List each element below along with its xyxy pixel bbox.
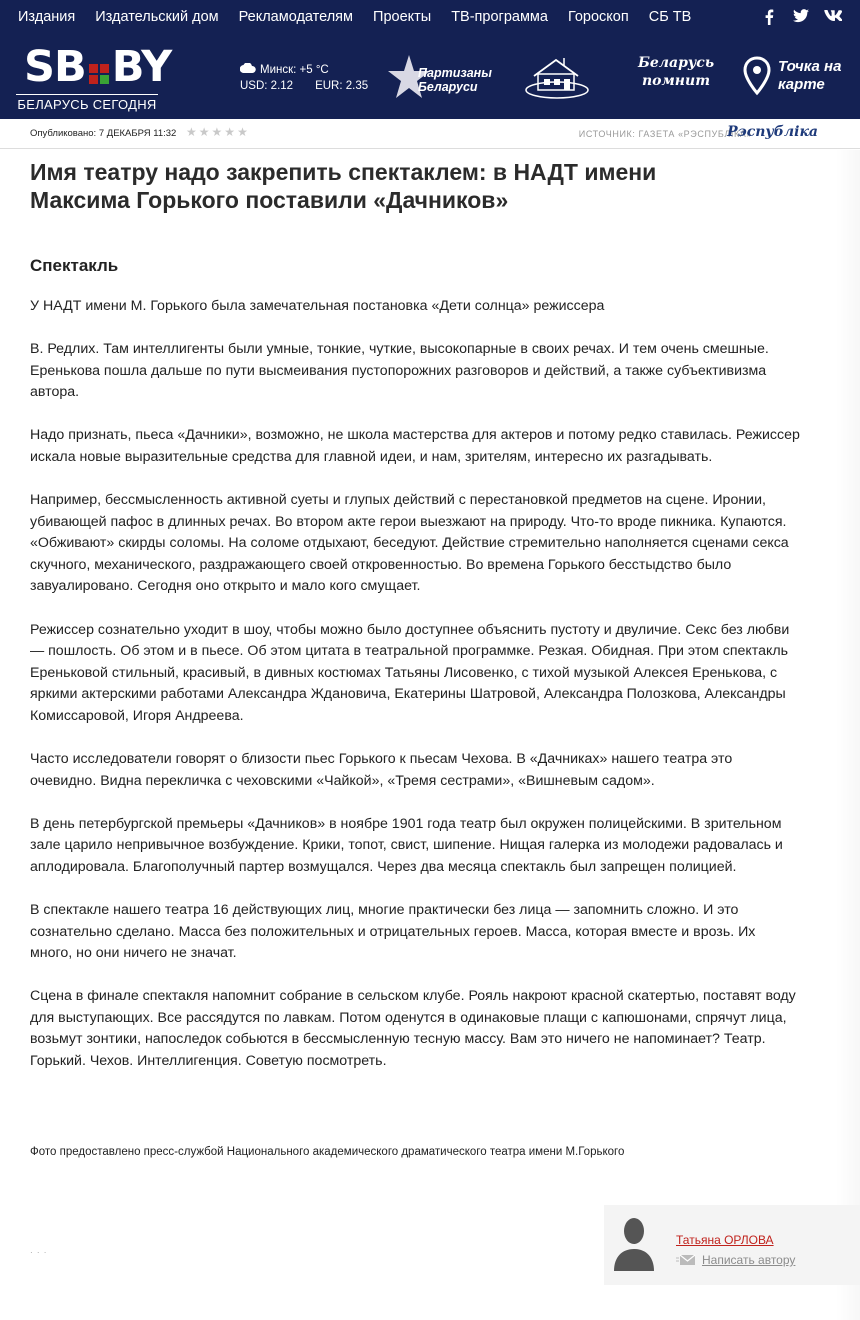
author-card <box>604 1205 860 1285</box>
promo-pomnit-line2: помнит <box>641 73 711 89</box>
article-meta-bar <box>0 119 860 149</box>
nav-item-publishing-house[interactable]: Издательский дом <box>95 9 219 25</box>
currency-usd: USD: 2.12 <box>240 80 294 92</box>
rating-stars[interactable] <box>186 125 248 139</box>
nav-item-sb-tv[interactable]: СБ ТВ <box>648 9 692 25</box>
photo-credit: Фото предоставлено пресс-службой Национального академического драматического театра имени М.Горького <box>30 1146 625 1158</box>
side-gutter <box>836 150 860 1320</box>
star-icon[interactable]: ★ <box>237 125 248 139</box>
mail-icon <box>676 1254 696 1266</box>
promo-tochka-na-karte[interactable] <box>742 56 842 102</box>
promo-pomnit-line1: Беларусь <box>637 55 715 71</box>
article-paragraph: Сцена в финале спектакля напомнит собрание в сельском клубе. Рояль накроют красной скатертью, поставят воду для выступающих. Все рассядутся по лавкам. Потом оденутся в одинаковые плащи с капюшонами, спрячут лица, возьмут зонтики, напоследок собьются в бессмысленную тесную массу. Вам это ничего не напоминает? Театр. Горький. Чехов. Интеллигенция. Советую посмотреть. <box>30 988 796 1070</box>
article-source: ИСТОЧНИК: ГАЗЕТА «РЭСПУБЛІКА» <box>578 129 752 139</box>
weather-city-temp: Минск: +5 °С <box>260 64 329 76</box>
promo-tochka-line1: Точка на <box>778 58 842 75</box>
logo-subtitle: БЕЛАРУСЬ СЕГОДНЯ <box>16 94 158 112</box>
promo-partizany-belarusi[interactable] <box>388 54 498 102</box>
nav-item-izdaniya[interactable]: Издания <box>18 9 76 25</box>
author-name-link[interactable]: Татьяна ОРЛОВА <box>676 1233 774 1247</box>
promo-belarus-pomnit[interactable] <box>636 54 716 102</box>
write-author-label: Написать автору <box>702 1253 796 1267</box>
nav-item-projects[interactable]: Проекты <box>373 9 432 25</box>
social-links <box>760 9 842 28</box>
article-paragraph: Надо признать, пьеса «Дачники», возможно, не школа мастерства для актеров и потому редко ставилась. Режиссер искала новые выразительные средства для главной идеи, и нам, зрителям, интересно их разгадывать. <box>30 427 800 465</box>
nav-item-horoscope[interactable]: Гороскоп <box>567 9 629 25</box>
promo-partizany-label: Партизаны Беларуси <box>418 66 492 94</box>
star-icon[interactable]: ★ <box>186 125 197 139</box>
vk-icon[interactable] <box>824 9 842 28</box>
twitter-icon[interactable] <box>792 9 810 28</box>
nav-item-advertisers[interactable]: Рекламодателям <box>238 9 354 25</box>
map-pin-icon <box>742 56 772 96</box>
article-paragraph: В спектакле нашего театра 16 действующих лиц, многие практически без лица — запомнить сложно. И это сознательно сделано. Масса без положительных и отрицательных героев. Масса, которая вместе и врозь. Их много, но они ничего не значат. <box>30 901 756 962</box>
star-icon[interactable]: ★ <box>211 125 223 139</box>
article-paragraph: Часто исследователи говорят о близости пьес Горького к пьесам Чехова. В «Дачниках» нашего театра это очевидно. Видна перекличка с чеховскими «Чайкой», «Тремя сестрами», «Вишневым садом». <box>30 751 733 789</box>
article-subheading: Спектакль <box>30 256 119 275</box>
top-navigation <box>18 9 711 25</box>
site-header <box>0 0 860 119</box>
promo-tochka-line2: карте <box>778 76 825 93</box>
article-title: Имя театру надо закрепить спектаклем: в НАДТ имени Максима Горького поставили «Дачников» <box>30 159 657 213</box>
cloud-icon <box>240 62 256 78</box>
promo-house-project[interactable] <box>524 54 590 100</box>
sb-by-logo[interactable] <box>24 42 172 92</box>
house-illustration-icon <box>524 54 590 100</box>
logo-sb: SB <box>24 42 86 92</box>
weather-currency-widget <box>240 62 368 94</box>
facebook-icon[interactable] <box>760 9 778 28</box>
star-icon[interactable]: ★ <box>198 125 210 139</box>
source-logo-respublika[interactable]: Рэспубліка <box>727 124 818 140</box>
article-paragraph: В. Редлих. Там интеллигенты были умные, тонкие, чуткие, высокопарные в своих речах. И тем очень смешные. Еренькова пошла дальше по пути высмеивания пустопорожних разговоров и действий, а также субъективизма автора. <box>30 341 769 401</box>
nav-item-tv-program[interactable]: ТВ-программа <box>451 9 548 25</box>
star-icon[interactable]: ★ <box>224 125 236 139</box>
published-date: Опубликовано: 7 ДЕКАБРЯ 11:32 <box>30 128 177 139</box>
article-paragraph: Режиссер сознательно уходит в шоу, чтобы можно было доступнее объяснить пустоту и двуличие. Секс без любви — пошлость. Об этом и в пьесе. Об этом цитата в театральной программке. Резкая. Обидная. При этом спектакль Ереньковой стильный, красивый, в дивных костюмах Татьяны Лисовенко, с тихой музыкой Алексея Еренькова, с яркими актерскими работами Александра Ждановича, Екатерины Шатровой, Александра Полозкова, Александры Комиссаровой, Игоря Андреева. <box>30 621 790 724</box>
avatar-silhouette-icon <box>612 1215 656 1271</box>
write-author-link[interactable] <box>676 1253 795 1267</box>
logo-squares-icon <box>89 64 109 84</box>
article-paragraph: Например, бессмысленность активной суеты и глупых действий с перестановкой предметов на сцене. Иронии, убивающей пафос в длинных речах. Во втором акте герои выезжают на природу. Что-то вроде пикника. Купаются. «Обживают» скирды соломы. На соломе отдыхают, беседуют. Действие стремительно наполняется сценами секса скучного, механического, раздражающего своей откровенностью. Во времена Горького бесстыдство было завуалировано. Сегодня оно открыто и мало кого смущает. <box>30 492 789 595</box>
article-body <box>30 296 800 1094</box>
article-paragraph: В день петербургской премьеры «Дачников» в ноябре 1901 года театр был окружен полицейскими. В зрительном зале царило непривычное возбуждение. Крики, топот, свист, шипение. Нищая галерка из молодежи радовалась и аплодировала. Благополучный партер возмущался. Через два месяца спектакль был запрещен полицией. <box>30 815 783 875</box>
currency-eur: EUR: 2.35 <box>315 80 369 92</box>
logo-by: BY <box>111 42 172 92</box>
article-paragraph: У НАДТ имени М. Горького была замечательная постановка «Дети солнца» режиссера <box>30 298 605 314</box>
faint-marker: · · · <box>30 1248 48 1257</box>
